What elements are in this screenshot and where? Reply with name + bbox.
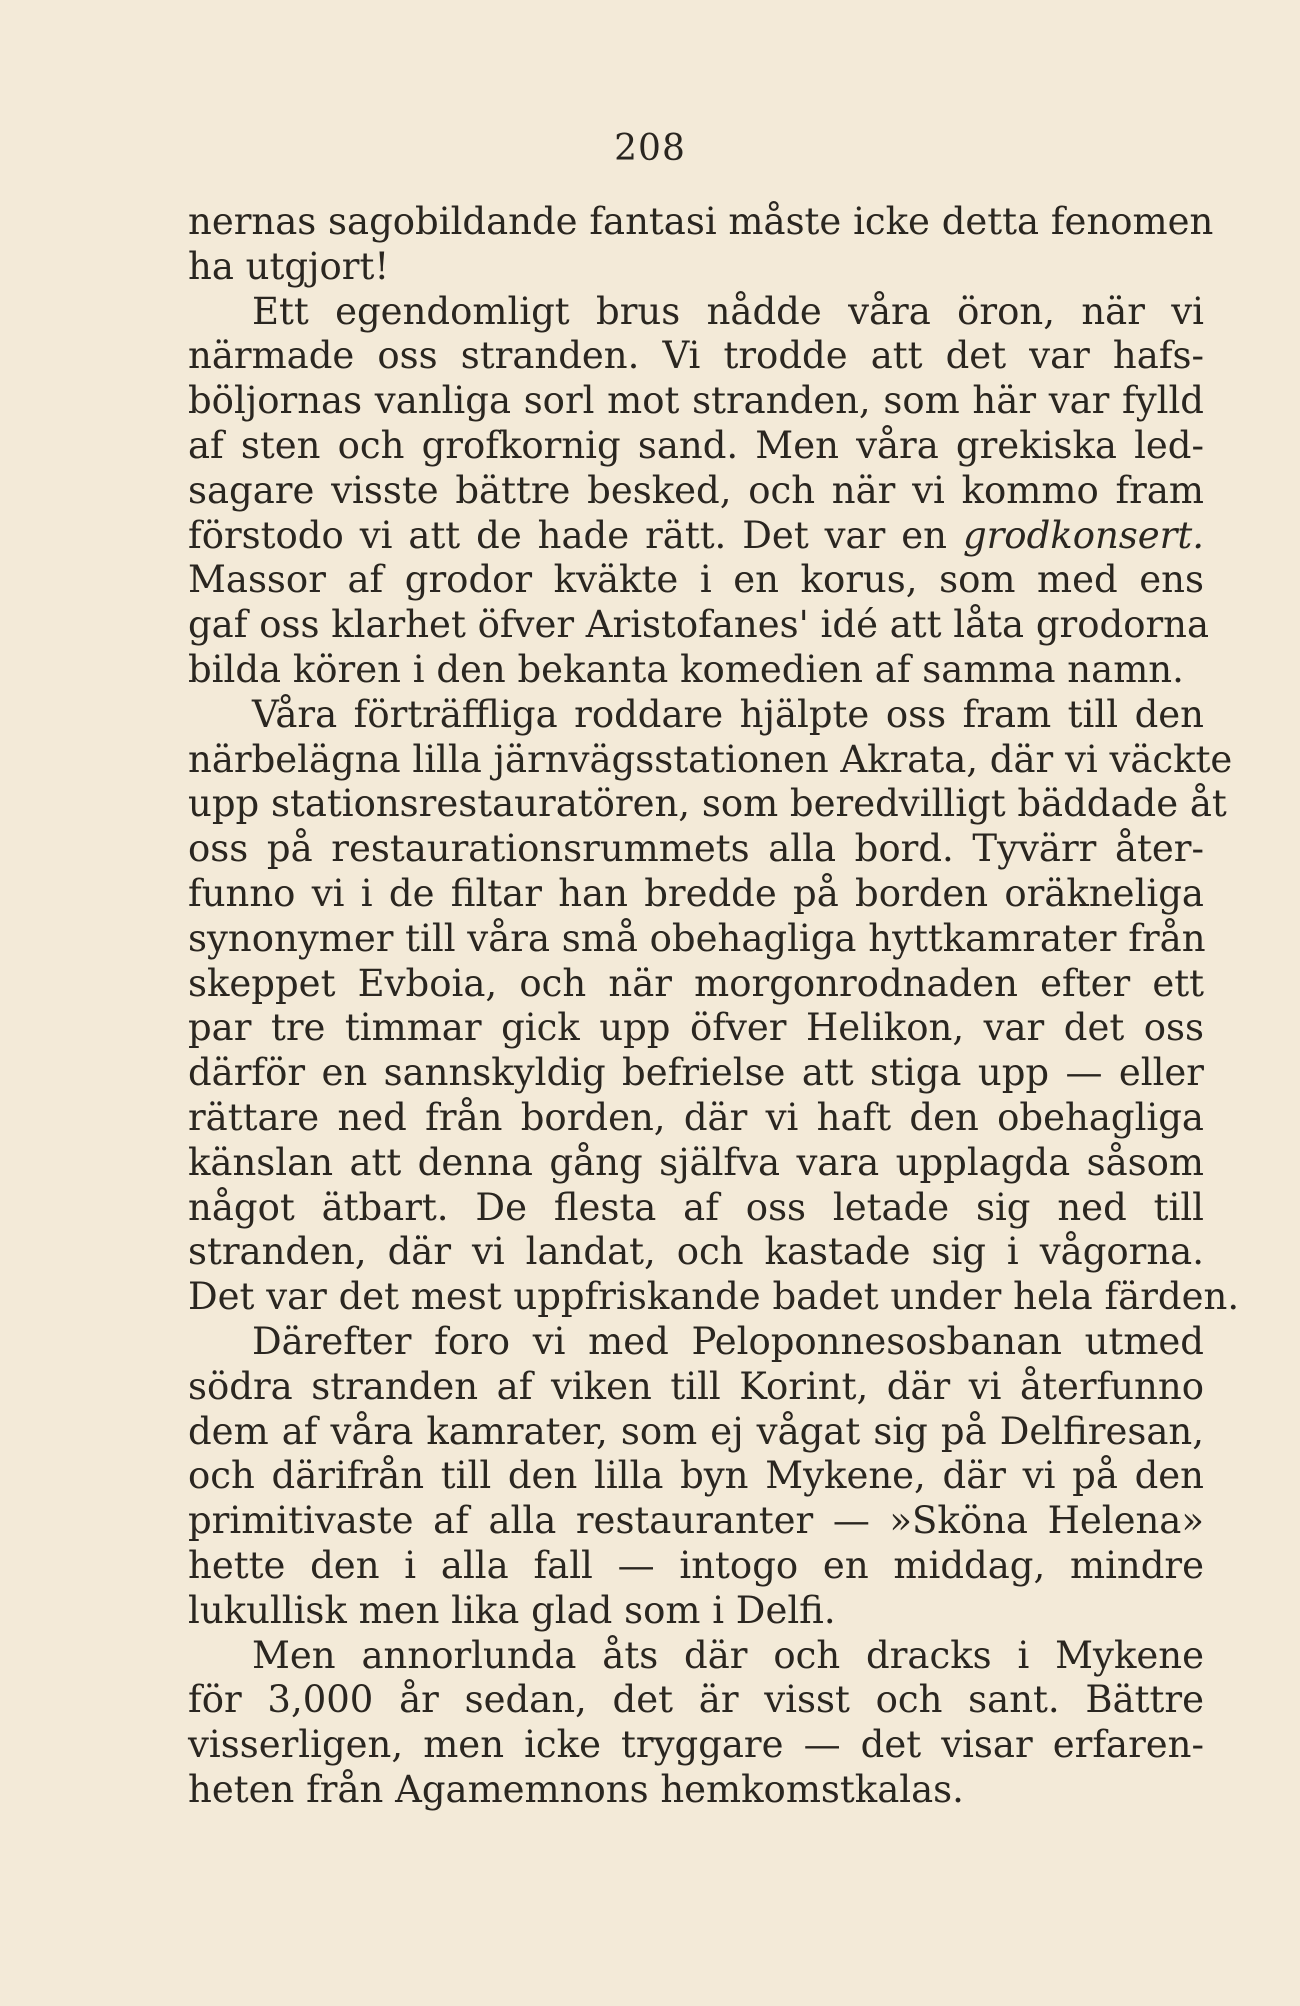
text-line: [188, 693, 1204, 738]
text-line: [188, 1544, 1204, 1589]
text-line-content: bilda kören i den bekanta komedien af samma namn.: [188, 647, 1184, 691]
text-line-content: funno vi i de filtar han bredde på borden oräkneliga: [188, 871, 1204, 915]
text-line-content: upp stationsrestauratören, som beredvilligt bäddade åt: [188, 782, 1227, 826]
text-line-content: primitivaste af alla restauranter — »Sköna Helena»: [188, 1499, 1204, 1543]
text-line-content: par tre timmar gick upp öfver Helikon, var det oss: [188, 1006, 1204, 1050]
text-line: [188, 1365, 1204, 1410]
text-line-content: sagare visste bättre besked, och när vi kommo fram: [188, 468, 1204, 512]
text-line: [188, 648, 1204, 693]
text-line: [188, 1678, 1204, 1723]
text-line-content: böljornas vanliga sorl mot stranden, som här var fylld: [188, 379, 1204, 423]
text-line-content: Ett egendomligt brus nådde våra öron, när vi: [252, 289, 1204, 333]
text-line: [188, 1723, 1204, 1768]
text-line-content: gaf oss klarhet öfver Aristofanes' idé att låta grodorna: [188, 603, 1210, 647]
text-line-content: närbelägna lilla järnvägsstationen Akrata, där vi väckte: [188, 737, 1233, 781]
text-line: [188, 1096, 1204, 1141]
text-line: [188, 1275, 1240, 1320]
text-line: [188, 1230, 1204, 1275]
text-line: [188, 1634, 1204, 1679]
text-line-content: heten från Agamemnons hemkomstkalas.: [188, 1767, 964, 1811]
text-line: [188, 334, 1204, 379]
text-line-content: af sten och grofkornig sand. Men våra grekiska led-: [188, 423, 1204, 467]
text-line-content: Men annorlunda åts där och dracks i Mykene: [252, 1633, 1204, 1677]
text-line-content: för 3,000 år sedan, det är visst och sant. Bättre: [188, 1678, 1204, 1722]
text-line-content: rättare ned från borden, där vi haft den obehagliga: [188, 1095, 1204, 1139]
text-line: [188, 603, 1210, 648]
text-line: [188, 469, 1204, 514]
text-line: [188, 200, 1214, 245]
text-line-content: närmade oss stranden. Vi trodde att det var hafs-: [188, 334, 1204, 378]
text-line-content: södra stranden af viken till Korint, där vi återfunno: [188, 1364, 1204, 1408]
text-line-content: Våra förträffliga roddare hjälpte oss fram till den: [252, 692, 1204, 736]
text-line: [188, 1589, 1204, 1634]
text-line-content: synonymer till våra små obehagliga hyttkamrater från: [188, 916, 1206, 960]
text-line: [188, 1051, 1204, 1096]
text-line-content: och därifrån till den lilla byn Mykene, där vi på den: [188, 1454, 1204, 1498]
text-line-content: något ätbart. De flesta af oss letade sig ned till: [188, 1185, 1204, 1229]
text-line: [188, 514, 1204, 559]
text-line: [188, 782, 1227, 827]
text-line: [188, 1499, 1204, 1544]
text-line: [188, 917, 1204, 962]
text-line: [188, 290, 1204, 335]
text-line: [188, 245, 1204, 290]
text-line: [188, 558, 1204, 603]
text-line: [188, 1454, 1204, 1499]
text-line-content: visserligen, men icke tryggare — det visar erfaren-: [188, 1723, 1204, 1767]
text-line: [188, 1768, 1204, 1813]
text-line: [188, 424, 1204, 469]
text-line-content: Det var det mest uppfriskande badet under hela färden.: [188, 1275, 1240, 1319]
text-line: [188, 737, 1233, 783]
text-line: [188, 1320, 1204, 1365]
text-line-content: nernas sagobildande fantasi måste icke detta fenomen: [188, 200, 1214, 243]
page-number: 208: [614, 128, 686, 169]
text-line-content: Därefter foro vi med Peloponnesosbanan utmed: [252, 1319, 1204, 1363]
text-line: [188, 872, 1204, 917]
text-line-content: känslan att denna gång själfva vara upplagda såsom: [188, 1140, 1204, 1184]
text-line: [188, 962, 1204, 1007]
body-text: [188, 200, 1240, 1813]
text-line-content: skeppet Evboia, och när morgonrodnaden efter ett: [188, 961, 1204, 1005]
text-line-content: hette den i alla fall — intogo en middag, mindre: [188, 1543, 1204, 1587]
text-line-content: förstodo vi att de hade rätt. Det var en: [188, 513, 963, 557]
text-line: [188, 1141, 1204, 1186]
text-line-content: ha utgjort!: [188, 244, 390, 288]
text-line: [188, 1410, 1204, 1455]
text-line-content: oss på restaurationsrummets alla bord. Tyvärr åter-: [188, 827, 1204, 871]
text-line: [188, 379, 1204, 424]
text-line: [188, 1186, 1204, 1231]
text-line-content: dem af våra kamrater, som ej vågat sig på Delfiresan,: [188, 1409, 1204, 1453]
text-line-content: Massor af grodor kväkte i en korus, som med ens: [188, 558, 1204, 602]
text-line-content: därför en sannskyldig befrielse att stiga upp — eller: [188, 1051, 1204, 1095]
emphasized-text: grodkonsert.: [962, 513, 1204, 557]
text-line: [188, 827, 1204, 872]
text-line-content: lukullisk men lika glad som i Delfi.: [188, 1588, 836, 1632]
text-line-content: stranden, där vi landat, och kastade sig i vågorna.: [188, 1230, 1204, 1274]
text-line: [188, 1006, 1204, 1051]
